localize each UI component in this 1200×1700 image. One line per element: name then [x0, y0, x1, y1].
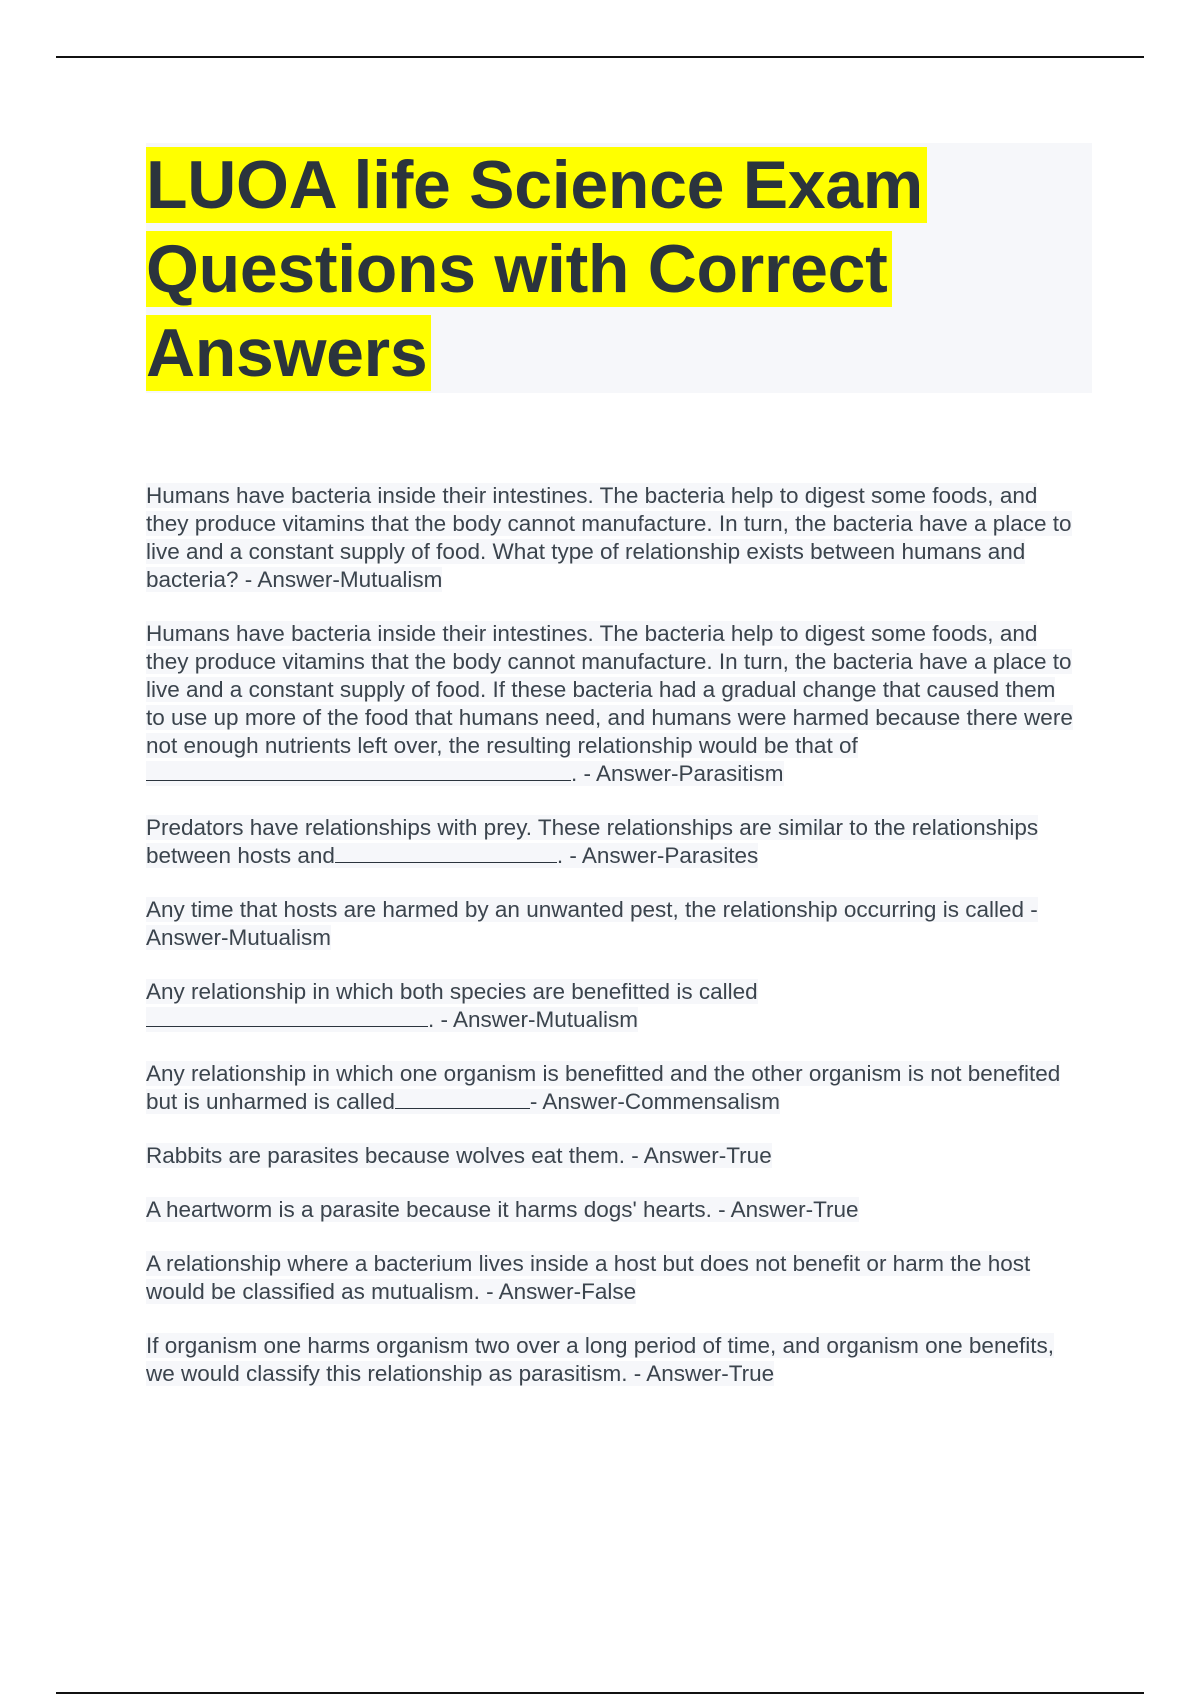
- qa-item-7: [146, 1142, 1076, 1170]
- qa-text-before: Any relationship in which both species are benefitted is called: [146, 979, 758, 1004]
- answer-blank: [395, 1088, 530, 1109]
- title-line-2: Questions with Correct: [146, 231, 892, 307]
- qa-text: Humans have bacteria inside their intestines. The bacteria help to digest some foods, and they produce vitamins that the body cannot manufacture. In turn, the bacteria have a place to live and a constant supply of food. What type of relationship exists between humans and bacteria? - Answer-Mutualism: [146, 483, 1072, 592]
- qa-text-before: Any relationship in which one organism is benefitted and the other organism is not benefited but is unharmed is called: [146, 1061, 1061, 1114]
- qa-text-before: Humans have bacteria inside their intestines. The bacteria help to digest some foods, and they produce vitamins that the body cannot manufacture. In turn, the bacteria have a place to live and a constant supply of food. If these bacteria had a gradual change that caused them to use up more of the food that humans need, and humans were harmed because there were not enough nutrients left over, the resulting relationship would be that of: [146, 621, 1073, 758]
- bottom-rule: [56, 1692, 1144, 1694]
- qa-text: If organism one harms organism two over a long period of time, and organism one benefits, we would classify this relationship as parasitism. - Answer-True: [146, 1333, 1054, 1386]
- question-list: [146, 482, 1076, 1414]
- qa-text: Rabbits are parasites because wolves eat them. - Answer-True: [146, 1143, 772, 1168]
- qa-item-4: [146, 896, 1076, 952]
- qa-text: A heartworm is a parasite because it harms dogs' hearts. - Answer-True: [146, 1197, 859, 1222]
- qa-item-2: [146, 620, 1076, 788]
- answer-blank: [146, 1006, 428, 1027]
- title-line-3: Answers: [146, 315, 431, 391]
- qa-item-6: [146, 1060, 1076, 1116]
- top-rule: [56, 56, 1144, 58]
- qa-item-9: [146, 1250, 1076, 1306]
- answer-blank: [335, 842, 557, 863]
- title-line-1: LUOA life Science Exam: [146, 147, 927, 223]
- qa-text: Any time that hosts are harmed by an unwanted pest, the relationship occurring is called - Answer-Mutualism: [146, 897, 1038, 950]
- qa-item-10: [146, 1332, 1076, 1388]
- qa-text-after: - Answer-Commensalism: [529, 1089, 780, 1114]
- answer-blank: [146, 760, 571, 781]
- qa-text: A relationship where a bacterium lives inside a host but does not benefit or harm the host would be classified as mutualism. - Answer-False: [146, 1251, 1031, 1304]
- title-block: [146, 143, 1092, 393]
- page-title: [146, 143, 1092, 395]
- qa-item-5: [146, 978, 1076, 1034]
- qa-text-after: . - Answer-Mutualism: [428, 1007, 639, 1032]
- qa-text-after: . - Answer-Parasites: [556, 843, 759, 868]
- qa-item-8: [146, 1196, 1076, 1224]
- qa-item-1: [146, 482, 1076, 594]
- qa-text-before: Predators have relationships with prey. These relationships are similar to the relationships between hosts and: [146, 815, 1039, 868]
- qa-item-3: [146, 814, 1076, 870]
- qa-text-after: . - Answer-Parasitism: [571, 761, 784, 786]
